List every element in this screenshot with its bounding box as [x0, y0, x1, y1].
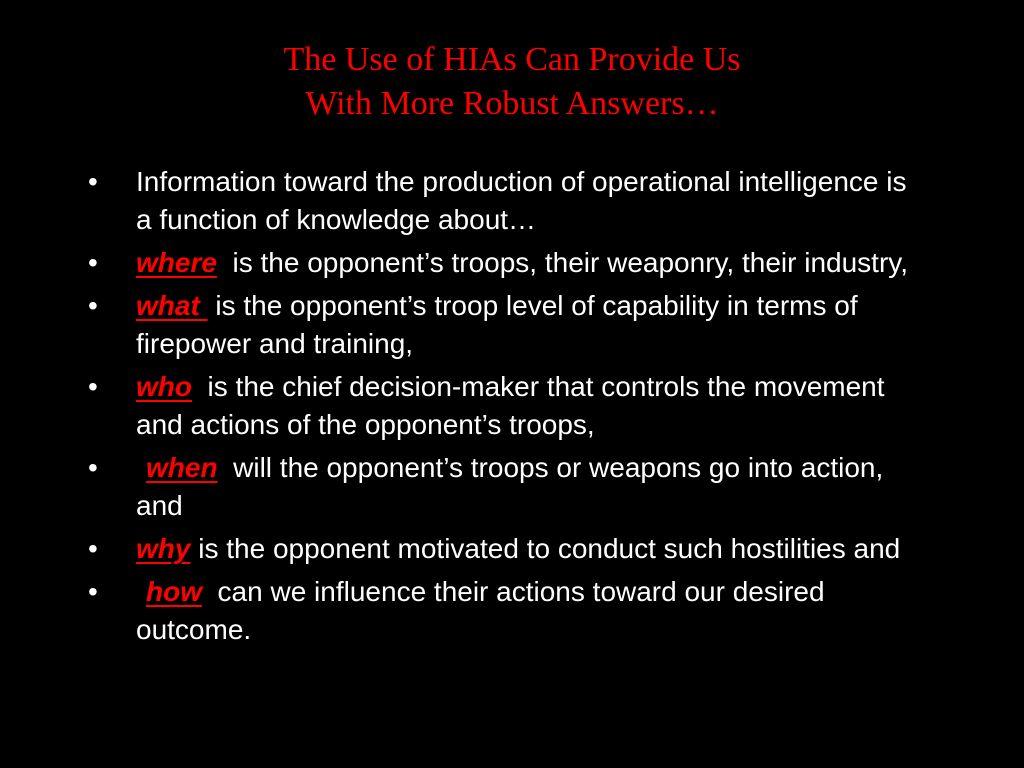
bullet-icon: •: [88, 452, 98, 483]
bullet-item-where: [88, 244, 908, 282]
bullet-text: is the opponent motivated to conduct such hostilities and: [190, 533, 901, 564]
bullet-icon: •: [88, 166, 98, 197]
bullet-text: will the opponent’s troops or weapons go into action, and: [136, 452, 892, 521]
bullet-item-who: [88, 368, 908, 444]
bullet-item-information: [88, 163, 915, 239]
bullet-keyword: where: [136, 247, 217, 278]
bullet-text: is the opponent’s troop level of capability in terms of firepower and training,: [136, 290, 866, 359]
bullet-item-when: [88, 449, 908, 525]
bullet-item-how: [88, 573, 908, 649]
bullet-text: can we influence their actions toward our desired outcome.: [136, 576, 833, 645]
bullet-keyword: when: [146, 452, 218, 483]
bullet-text: Information toward the production of operational intelligence is a function of knowledge about…: [136, 166, 915, 235]
bullet-icon: •: [88, 576, 98, 607]
title-line-1: The Use of HIAs Can Provide Us: [283, 41, 741, 78]
bullet-icon: •: [88, 533, 98, 564]
bullet-keyword: who: [136, 371, 192, 402]
bullet-text: is the opponent’s troops, their weaponry, their industry,: [216, 247, 908, 278]
bullet-icon: •: [88, 247, 98, 278]
bullet-list: [88, 163, 915, 654]
bullet-text: is the chief decision-maker that controls the movement and actions of the opponent’s troops,: [136, 371, 893, 440]
bullet-keyword: how: [146, 576, 202, 607]
bullet-item-why: [88, 530, 908, 568]
bullet-keyword: why: [136, 533, 191, 564]
bullet-icon: •: [88, 290, 98, 321]
bullet-icon: •: [88, 371, 98, 402]
bullet-keyword: what: [136, 290, 208, 321]
slide-title: [0, 38, 1024, 126]
title-line-2: With More Robust Answers…: [305, 85, 719, 122]
bullet-item-what: [88, 287, 908, 363]
